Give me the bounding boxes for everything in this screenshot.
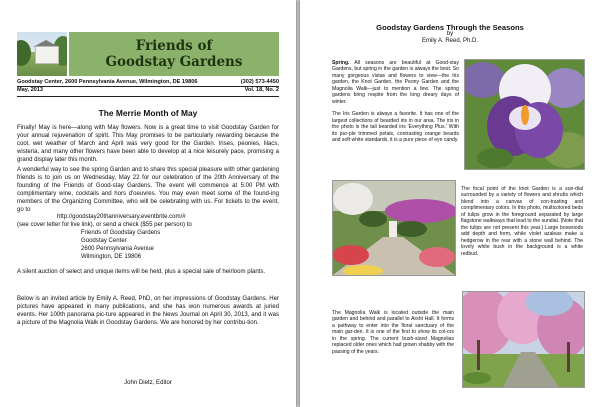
ticket-url[interactable]: http://goodstay20thanniversary.eventbrite.com/# — [57, 214, 186, 220]
seasons-by: by — [446, 31, 454, 37]
newsletter-page-right — [300, 0, 600, 407]
newsletter-page-left — [0, 0, 296, 407]
knot-garden-photo — [332, 180, 456, 276]
iris-photo — [464, 59, 585, 170]
newsletter-title-line2: Goodstay Gardens — [105, 54, 243, 70]
masthead — [17, 32, 279, 76]
paragraph-text: A silent auction of select and unique items will be held, plus a special sale of heirloom plants. — [17, 269, 266, 275]
seasons-author: Emily A. Reed, Ph.D. — [421, 38, 479, 44]
iris-illustration — [465, 60, 584, 169]
magnolia-walk-photo — [462, 291, 585, 388]
mail-city: Wilmington, DE 19806 — [81, 253, 142, 260]
address: Goodstay Center, 2600 Pennsylvania Avenue, Wilmington, DE 19806 — [17, 79, 198, 85]
article-title: The Merrie Month of May — [98, 108, 198, 118]
article-paragraph-3 — [17, 269, 279, 277]
mail-name: Friends of Goodstay Gardens — [81, 229, 161, 236]
ticket-info — [17, 214, 279, 262]
spring-text-block — [332, 60, 459, 149]
article-paragraph-1 — [17, 125, 279, 165]
iris-text: The Iris Garden is always a favorite. It has one of the largest collections of bearded iris in our area. The iris in the photo is the tall bearded iris 'Everything Plus.' With its pur-ple trimmed petals, contrasting orange beards and soft white standards, it is a pure piece of eye candy. — [332, 111, 459, 143]
phone: (302) 573-4450 — [240, 79, 279, 85]
volume: Vol. 18, No. 2 — [244, 87, 279, 93]
magnolia-text: The Magnolia Walk is located outside the main garden and behind and parallel to Arsht Hall. It forms a pathway to enter into the floral sanctuary of the main gar-den. It is one of the first to show its col-ors in the spring. The current bush-sized Magnolias replaced older ones which had grown shabby with the passing of the years. — [332, 310, 454, 355]
knot-garden-text-block — [461, 186, 583, 263]
paragraph-text: A wonderful way to see the spring Garden and to share this special pleasure with other gardening friends is to join us on Wednesday, May 22 for our celebration of the 20th Anniversary of the founding of the Friends of Good-stay Gardens. The event will commence at 5:00 PM with complimentary wine, cocktails and hors d'oeuvres. You may even meet some of the found-ing members of the Organizing Committee, who will be celebrating with us. For tickets to the event, go to — [17, 167, 279, 213]
issue-line — [17, 87, 279, 95]
article-paragraph-2 — [17, 167, 279, 215]
spring-paragraph — [332, 60, 459, 105]
paragraph-text: Finally! May is here—along with May flowers. Now is a great time to visit Goodstay Garden for your annual rejuvenation of spirit. This May promises to be particularly rewarding because the cool, wet weather of March and April was very good for the Garden. Irises, peonies, lilacs, wisteria, and many other flowers have been able to develop at a nice leisurely pace, promising a grand display later this month. — [17, 125, 279, 163]
seasons-title: Goodstay Gardens Through the Seasons — [376, 23, 524, 32]
editor-signature: John Dietz, Editor — [124, 380, 172, 386]
divider — [17, 96, 279, 97]
magnolia-text-block — [332, 310, 454, 361]
mail-street: 2600 Pennsylvania Avenue — [81, 245, 154, 252]
knot-garden-illustration — [333, 181, 455, 275]
newsletter-title-line1: Friends of — [135, 38, 213, 54]
paragraph-text: Below is an invited article by Emily A. Reed, PhD, on her impressions of Goodstay Gardens. Her pictures have appeared in many publications, and she has won numerous awards at juried events. Her 100th panorama pic-ture appeared in the News Journal on April 30, 2013, and it was a picture of the Magnolia Walk in Goodstay Gardens. We are honored by her contribu-tion. — [17, 296, 279, 326]
spring-label: Spring. — [332, 60, 350, 66]
knot-text: The focal point of the knot Garden is a sun-dial surrounded by a variety of flowers and shrubs which blend into a canvas of con-trasting and complimentary colors. In this photo, multicolored beds of tulips grow in the foreground separated by large flagstone walkways that lead to the sundial. (Note that the tulips are not present this year.) Large boxwoods add depth and form, while violet azaleas make a hedgerow in the rear with a stone wall behind. The lovely white bush in the background is a white redbud. — [461, 186, 583, 257]
spring-text: All seasons are beautiful at Good-stay Gardens, but spring in the garden is always the best. So many gorgeous vistas and flowers to view—the Iris garden, the Knot Garden, the Peony Garden and the Magnolia Walk—just to mention a few. The spring gardens bring respite from the long dreary days of winter. — [332, 60, 459, 105]
magnolia-illustration — [463, 292, 584, 387]
goodstay-house-photo — [17, 32, 67, 76]
issue-date: May, 2013 — [17, 87, 44, 93]
mail-center: Goodstay Center — [81, 237, 127, 244]
ticket-alt: (see cover letter for live link), or send a check ($55 per person) to — [17, 221, 192, 228]
article-paragraph-4 — [17, 296, 279, 328]
newsletter-title — [69, 32, 279, 76]
